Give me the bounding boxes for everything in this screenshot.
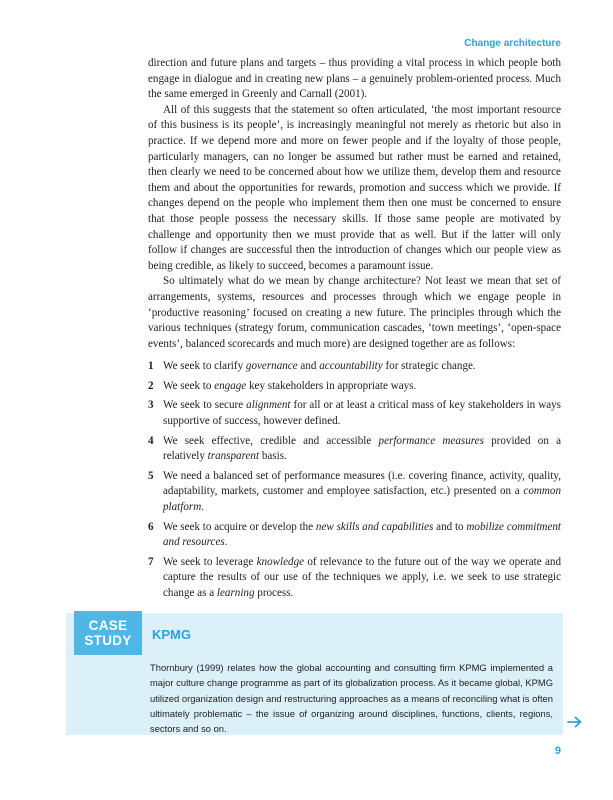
list-item (148, 359, 561, 375)
list-emphasis: mobilize commitment and resources (163, 520, 561, 549)
list-number: 2 (148, 379, 154, 392)
list-text: for all or at least a critical mass of key stakeholders in ways supportive of success, however defined. (163, 399, 562, 428)
list-text: We seek to leverage (163, 555, 257, 568)
principles-list (148, 359, 561, 601)
list-item (148, 555, 561, 602)
list-emphasis: common platform (163, 485, 561, 514)
list-item (148, 469, 561, 516)
paragraph-2: All of this suggests that the statement so often articulated, ‘the most important resource of this business is its people’, is increasingly meaningful not merely as rhetoric but also in practice. If we depend more and more on fewer people and if the loyalty of those people, particularly managers, can no longer be assumed but rather must be earned and retained, then clearly we need to be concerned about how we utilize them, develop them and resource them and about the opportunities for rewards, promotion and success which we provide. If changes depend on the people who implement them then one must be concerned to ensure that those people possess the necessary skills. If those same people are motivated by challenge and opportunity then we must provide that as well. But if the latter will only follow if changes are successful then the introduction of changes which our people view as being credible, as likely to succeed, becomes a paramount issue. (148, 103, 561, 272)
case-study-title: KPMG (152, 627, 191, 642)
case-study-text: Thornbury (1999) relates how the global accounting and consulting firm KPMG implemented a major culture change programme as part of its globalization process. As it became global, KPMG utilized organization design and restructuring approaches as a means of reconciling what is often ultimately problematic – the issue of organizing around disciplines, functions, clients, regions, sectors and so on. (150, 662, 553, 735)
paragraph-1: direction and future plans and targets – thus providing a vital process in which people both engage in dialogue and in creating new plans – a genuinely problem-oriented process. Much the same emerged in Greenly and Carnall (2001). (148, 57, 561, 101)
list-text: We seek effective, credible and accessible (163, 434, 379, 447)
list-text: basis. (259, 450, 287, 463)
list-emphasis: knowledge (256, 555, 305, 568)
list-text: key stakeholders in appropriate ways. (246, 379, 417, 392)
list-item (148, 398, 561, 429)
list-emphasis: alignment (246, 399, 291, 412)
body-text (148, 56, 561, 606)
list-text: We seek to secure (163, 399, 247, 412)
list-number: 7 (148, 555, 154, 568)
list-text: and to (433, 520, 467, 533)
list-text: We seek to clarify (163, 360, 246, 373)
list-number: 4 (148, 434, 154, 447)
arrow-right-icon[interactable] (567, 716, 583, 728)
list-text: . (224, 536, 228, 549)
list-emphasis: new skills and capabilities (315, 520, 434, 533)
list-number: 5 (148, 469, 154, 482)
list-item (148, 379, 561, 395)
paragraph-3: So ultimately what do we mean by change architecture? Not least we mean that set of arrangements, systems, resources and processes through which we engage people in ‘productive reasoning’ focused on creating a new future. The principles through which the various techniques (strategy forum, communication cascades, ‘town meetings’, ‘open-space events’, balanced scorecards and much more) are designed together are as follows: (148, 275, 561, 350)
list-item (148, 434, 561, 465)
list-emphasis: performance measures (378, 434, 484, 447)
list-text: of relevance to the future out of the way we operate and capture the results of our use of the techniques we apply, i.e. we seek to use strategic change as a (163, 555, 562, 599)
list-emphasis: engage (214, 379, 247, 392)
list-item (148, 520, 561, 551)
page-number: 9 (554, 745, 561, 757)
case-tab-line-2: STUDY (84, 633, 132, 648)
case-tab-line-1: CASE (88, 618, 128, 633)
list-text: and (297, 360, 320, 373)
list-text: provided on a relatively (163, 434, 561, 463)
case-study-tab (74, 611, 142, 655)
list-emphasis: learning (216, 587, 255, 599)
list-text: for strategic change. (382, 360, 476, 373)
list-number: 6 (148, 520, 154, 533)
list-emphasis: governance (245, 360, 298, 373)
list-text: . (201, 501, 204, 514)
list-text: We seek to (163, 379, 215, 392)
list-text: We need a balanced set of performance measures (i.e. covering finance, activity, quality, adaptability, markets, customer and employee satisfaction, etc.) presented on a (163, 469, 561, 498)
list-number: 1 (148, 360, 154, 373)
list-text: process. (254, 587, 294, 599)
running-head: Change architecture (464, 38, 561, 49)
list-emphasis: transparent (207, 450, 260, 463)
list-text: We seek to acquire or develop the (163, 520, 316, 533)
list-number: 3 (148, 399, 154, 412)
list-emphasis: accountability (319, 360, 383, 373)
